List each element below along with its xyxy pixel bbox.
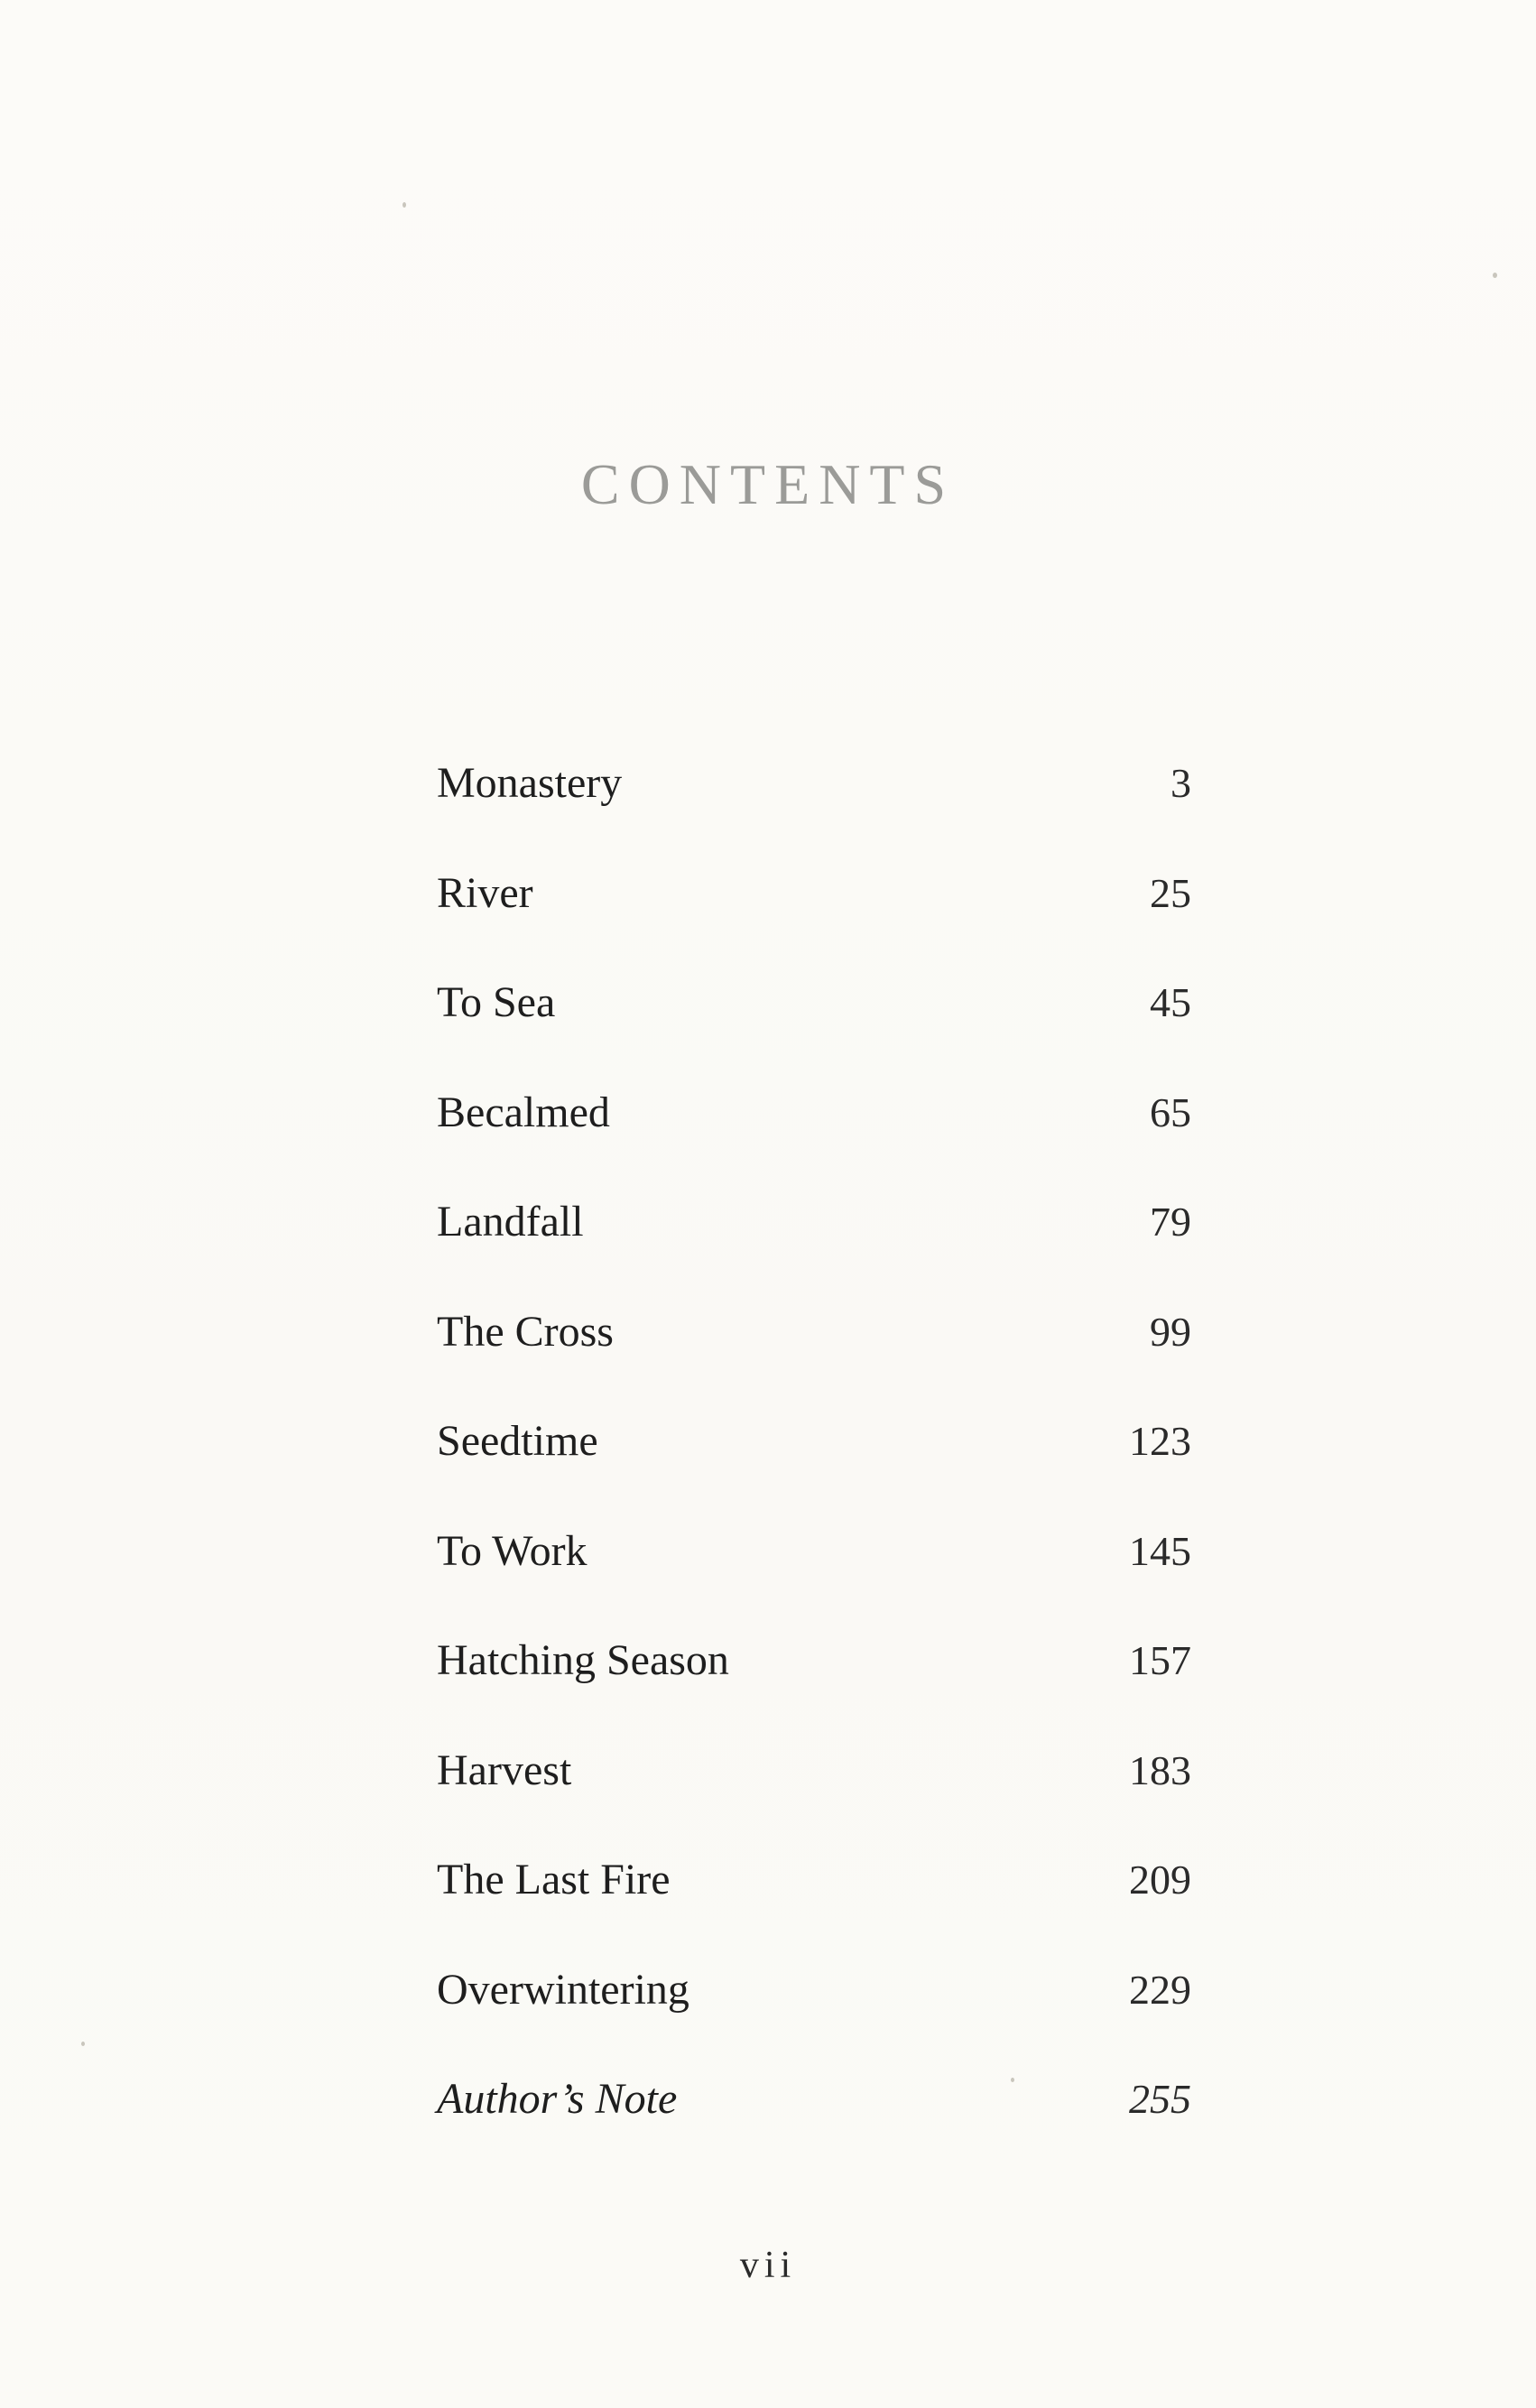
entry-title: Becalmed [437, 1088, 610, 1136]
toc-entry-landfall [437, 1197, 1195, 1307]
toc-entry-to-sea [437, 977, 1195, 1088]
toc-entry-overwintering [437, 1965, 1195, 2075]
entry-page-number: 123 [1129, 1418, 1191, 1464]
paper-speck [81, 2042, 85, 2046]
toc-entry-becalmed [437, 1088, 1195, 1198]
entry-page-number: 79 [1150, 1199, 1191, 1245]
entry-title: The Cross [437, 1307, 614, 1356]
entry-page-number: 255 [1129, 2076, 1191, 2122]
entry-title: Monastery [437, 759, 623, 807]
toc-entry-seedtime [437, 1416, 1195, 1526]
entry-title: The Last Fire [437, 1856, 671, 1903]
entry-page-number: 183 [1129, 1746, 1191, 1793]
entry-title: Harvest [437, 1746, 572, 1794]
toc-entry-to-work [437, 1526, 1195, 1636]
entry-page-number: 229 [1129, 1966, 1191, 2013]
toc-entry-authors-note [437, 2074, 1195, 2184]
paper-speck [403, 202, 406, 208]
toc-entry-river [437, 868, 1195, 978]
entry-title: Landfall [437, 1198, 584, 1246]
entry-title: To Sea [437, 978, 556, 1026]
toc-entry-the-last-fire [437, 1855, 1195, 1965]
entry-title: To Work [437, 1526, 588, 1575]
entry-page-number: 99 [1150, 1308, 1191, 1355]
entry-title: Overwintering [437, 1965, 689, 2014]
toc-entry-harvest [437, 1746, 1195, 1856]
toc-entry-monastery [437, 758, 1195, 868]
table-of-contents [437, 758, 1195, 2184]
page-folio: vii [739, 2245, 797, 2286]
toc-entry-hatching-season [437, 1635, 1195, 1746]
entry-page-number: 209 [1129, 1857, 1191, 1903]
entry-page-number: 65 [1150, 1088, 1191, 1135]
entry-title: Author’s Note [437, 2075, 678, 2123]
entry-title: Seedtime [437, 1417, 598, 1465]
entry-page-number: 157 [1129, 1637, 1191, 1683]
contents-heading: CONTENTS [580, 452, 956, 516]
entry-title: Hatching Season [437, 1636, 729, 1684]
entry-page-number: 45 [1150, 979, 1191, 1025]
toc-entry-the-cross [437, 1307, 1195, 1417]
entry-title: River [437, 868, 533, 917]
entry-page-number: 3 [1171, 760, 1191, 806]
paper-speck [1493, 273, 1497, 278]
entry-page-number: 25 [1150, 869, 1191, 916]
entry-page-number: 145 [1129, 1527, 1191, 1574]
